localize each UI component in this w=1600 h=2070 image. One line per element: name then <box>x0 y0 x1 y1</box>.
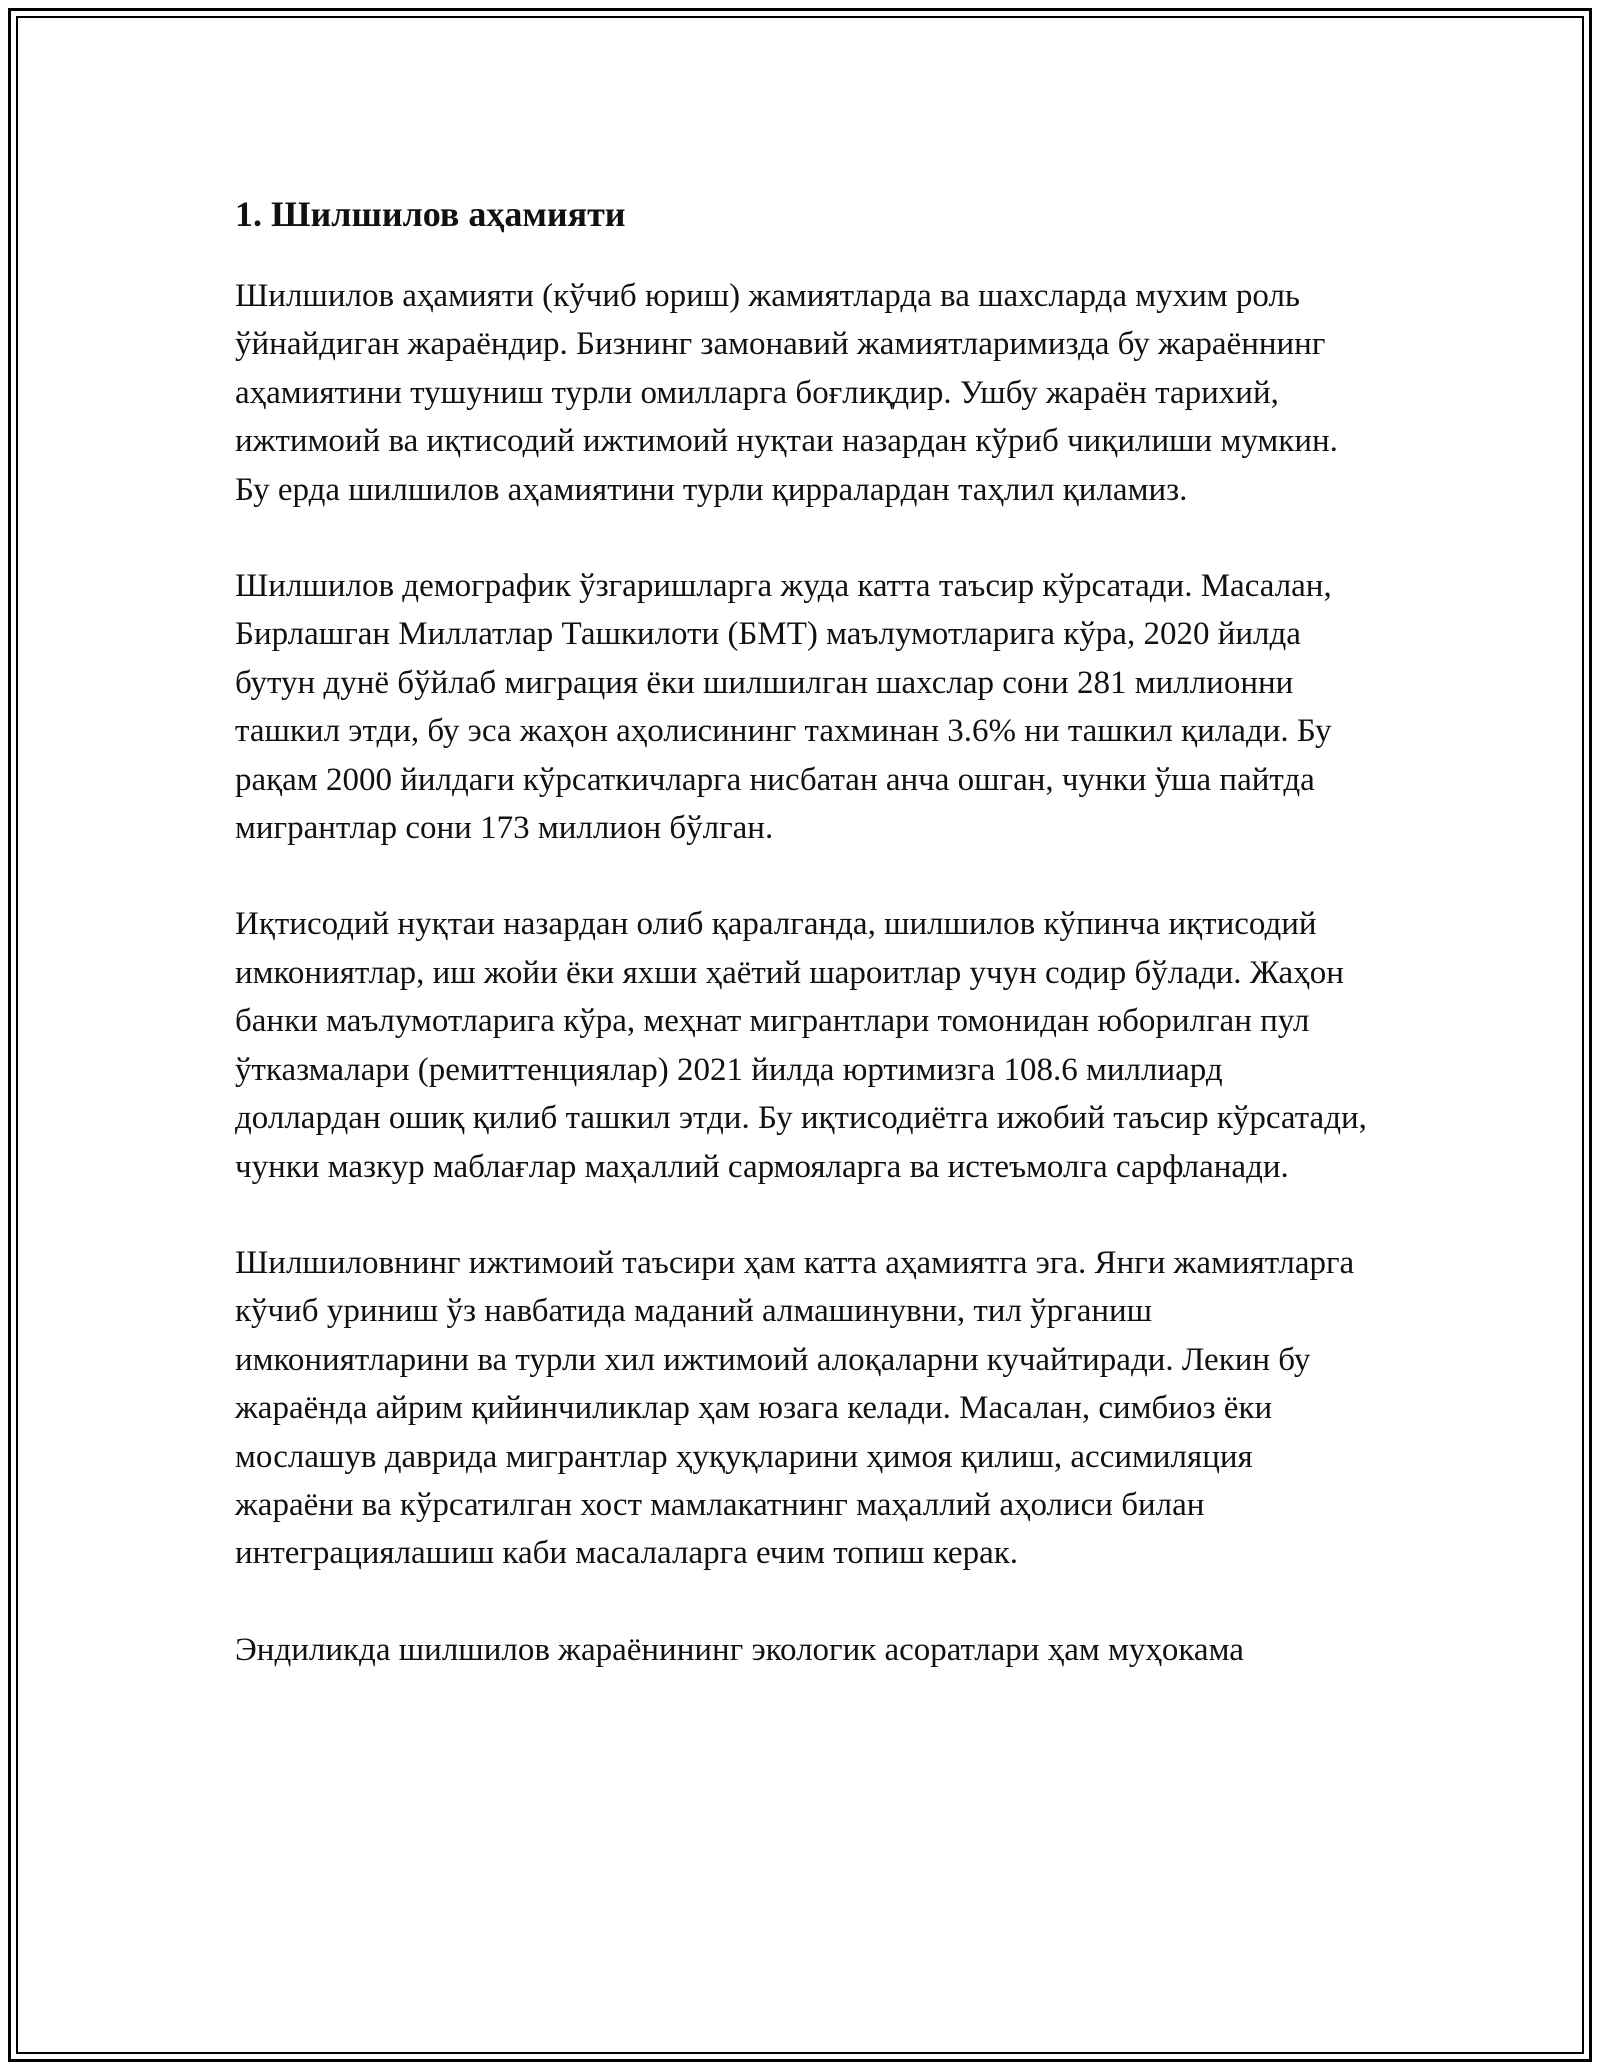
document-body <box>235 186 1375 1722</box>
paragraph-economic: Иқтисодий нуқтаи назардан олиб қаралганда, шилшилов кўпинча иқтисодий имкониятлар, иш жойи ёки яхши ҳаётий шароитлар учун содир бўлади. Жаҳон банки маълумотларига кўра, меҳнат мигрантлари томонидан юборилган пул ўтказмалари (ремиттенциялар) 2021 йилда юртимизга 108.6 миллиард доллардан ошиқ қилиб ташкил этди. Бу иқтисодиётга ижобий таъсир кўрсатади, чунки мазкур маблағлар маҳаллий сармояларга ва истеъмолга сарфланади. <box>235 906 1367 1185</box>
paragraph-ecological: Эндиликда шилшилов жараёнининг экологик асоратлари ҳам муҳокама <box>235 1631 1244 1668</box>
section-heading: 1. Шилшилов аҳамияти <box>235 194 626 234</box>
paragraph-social: Шилшиловнинг ижтимоий таъсири ҳам катта аҳамиятга эга. Янги жамиятларга кўчиб уриниш ўз навбатида маданий алмашинувни, тил ўрганиш имкониятларини ва турли хил ижтимоий алоқаларни кучайтиради. Лекин бу жараёнда айрим қийинчиликлар ҳам юзага келади. Масалан, симбиоз ёки мослашув даврида мигрантлар ҳуқуқларини ҳимоя қилиш, ассимиляция жараёни ва кўрсатилган хост мамлакатнинг маҳаллий аҳолиси билан интеграциялашиш каби масалаларга ечим топиш керак. <box>235 1244 1355 1572</box>
paragraph-intro: Шилшилов аҳамияти (кўчиб юриш) жамиятларда ва шахсларда мухим роль ўйнайдиган жараёндир. Бизнинг замонавий жамиятларимизда бу жараённинг аҳамиятини тушуниш турли омилларга боғлиқдир. Ушбу жараён тарихий, ижтимоий ва иқтисодий ижтимоий нуқтаи назардан кўриб чиқилиши мумкин. Бу ерда шилшилов аҳамиятини турли қирралардан таҳлил қиламиз. <box>235 278 1338 508</box>
paragraph-demographic: Шилшилов демографик ўзгаришларга жуда катта таъсир кўрсатади. Масалан, Бирлашган Миллатлар Ташкилоти (БМТ) маълумотларига кўра, 2020 йилда бутун дунё бўйлаб миграция ёки шилшилган шахслар сони 281 миллионни ташкил этди, бу эса жаҳон аҳолисининг тахминан 3.6% ни ташкил қилади. Бу рақам 2000 йилдаги кўрсаткичларга нисбатан анча ошган, чунки ўша пайтда мигрантлар сони 173 миллион бўлган. <box>235 568 1332 847</box>
